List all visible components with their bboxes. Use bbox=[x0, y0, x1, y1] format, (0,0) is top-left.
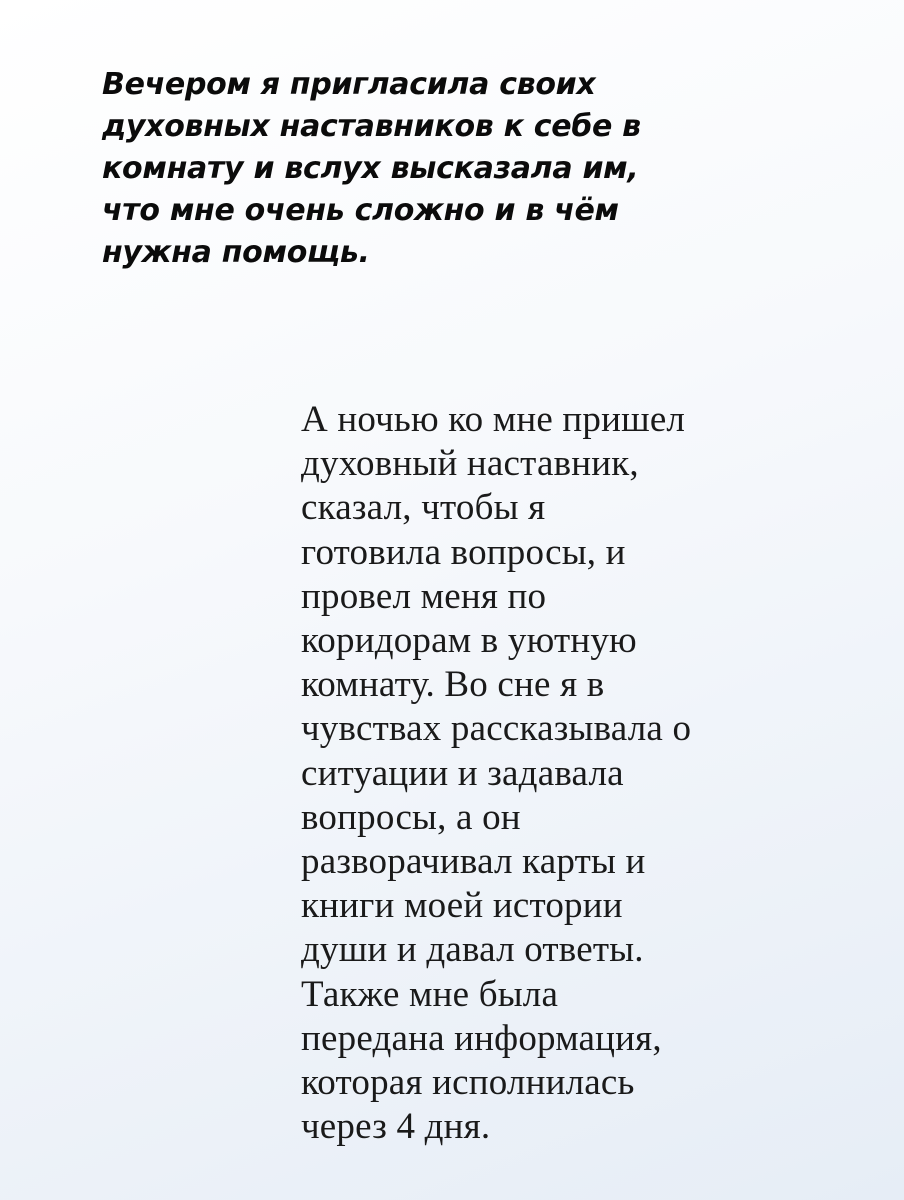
body-line: провел меня по bbox=[301, 575, 547, 617]
headline-line: что мне очень сложно и в чём bbox=[102, 193, 619, 228]
body-line: духовный наставник, bbox=[301, 443, 639, 485]
body-line: книги моей истории bbox=[301, 885, 623, 927]
headline-line: комнату и вслух высказала им, bbox=[102, 151, 639, 186]
body-line: через 4 дня. bbox=[301, 1106, 491, 1148]
body-paragraph bbox=[301, 398, 881, 1149]
headline bbox=[102, 64, 762, 274]
body-line: души и давал ответы. bbox=[301, 929, 644, 971]
headline-line: Вечером я пригласила своих bbox=[102, 67, 596, 102]
body-line: комнату. Во сне я в bbox=[301, 664, 605, 706]
body-line: А ночью ко мне пришел bbox=[301, 399, 686, 440]
body-line: сказал, чтобы я bbox=[301, 487, 546, 529]
headline-line: нужна помощь. bbox=[102, 235, 370, 270]
body-line: коридорам в уютную bbox=[301, 620, 637, 662]
body-line: передана информация, bbox=[301, 1017, 662, 1059]
body-line: Также мне была bbox=[301, 973, 559, 1015]
body-line: вопросы, а он bbox=[301, 796, 521, 838]
body-line: которая исполнилась bbox=[301, 1062, 635, 1104]
body-line: чувствах рассказывала о bbox=[301, 708, 692, 750]
body-line: ситуации и задавала bbox=[301, 752, 624, 794]
headline-line: духовных наставников к себе в bbox=[102, 109, 641, 144]
body-line: разворачивал карты и bbox=[301, 841, 646, 883]
body-line: готовила вопросы, и bbox=[301, 531, 626, 573]
